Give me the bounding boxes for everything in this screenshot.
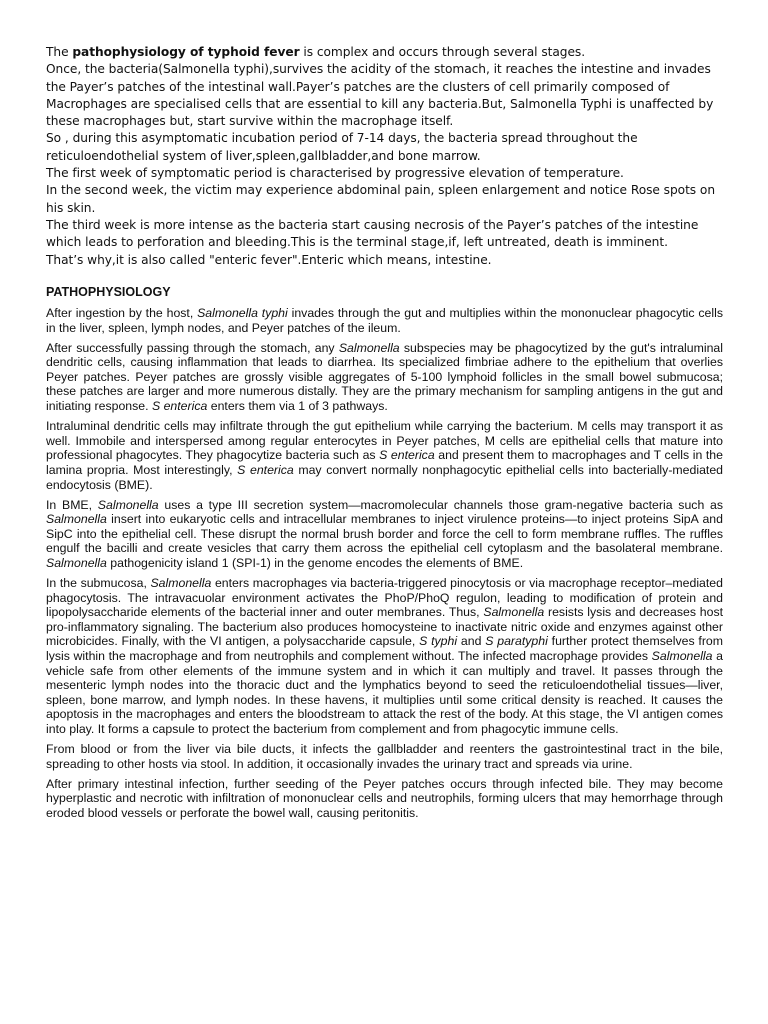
- body-text-run: After ingestion by the host,: [46, 306, 198, 320]
- body-text-run: pathogenicity island 1 (SPI-1) in the genome encodes the elements of BME.: [106, 556, 524, 570]
- italic-term: Salmonella: [150, 576, 212, 591]
- body-text-run: uses a type III secretion system—macromolecular channels those gram-negative bacteria such as: [158, 497, 724, 512]
- body-text-run: insert into eukaryotic cells and intracellular membranes to inject virulence proteins—to inject proteins SipA and SipC into the epithelial cell. These disrupt the normal brush border and force the cell to form membrane ruffles. The ruffles engulf the bacilli and create vesicles that carry them across the epithelial cell cytoplasm and the basolateral membrane.: [46, 512, 723, 556]
- italic-term: S enterica: [379, 448, 435, 463]
- intro-paragraph: The third week is more intense as the bacteria start causing necrosis of the Payer’s patches of the intestine which leads to perforation and bleeding.This is the terminal stage,if, left untreated, death is imminent.: [46, 217, 699, 250]
- intro-paragraph: The first week of symptomatic period is characterised by progressive elevation of temperature.: [46, 166, 624, 181]
- body-text-run: From blood or from the liver via bile ducts, it infects the gallbladder and reenters the gastrointestinal tract in the bile, spreading to other hosts via stool. In addition, it occasionally invades the urinary tract and spreads via urine.: [46, 742, 723, 771]
- body-text-run: enters macrophages via bacteria-triggered pinocytosis or via macrophage receptor–mediated phagocytosis. The intravacuolar environment activates the PhoP/PhoQ regulon, leading to modification of protein and lipopolysaccharide elements of the bacterial inner and outer membranes. Thus,: [46, 576, 723, 620]
- italic-term: Salmonella: [338, 340, 400, 355]
- body-text-run: further protect themselves from lysis within the macrophage and from neutrophils and complement without. The infected macrophage provides: [46, 634, 724, 664]
- body-text-run: After successfully passing through the stomach, any: [46, 340, 339, 355]
- intro-section: [46, 44, 726, 269]
- intro-paragraph: That’s why,it is also called "enteric fever".Enteric which means, intestine.: [46, 252, 492, 267]
- body-text-run: enters them via 1 of 3 pathways.: [207, 399, 388, 414]
- intro-paragraph: In the second week, the victim may experience abdominal pain, spleen enlargement and notice Rose spots on his skin.: [46, 183, 716, 215]
- italic-term: Salmonella typhi: [197, 306, 288, 320]
- italic-term: Salmonella: [483, 605, 545, 620]
- italic-term: S enterica: [151, 399, 208, 414]
- intro-paragraph: So , during this asymptomatic incubation period of 7-14 days, the bacteria spread throughout the reticuloendothelial system of liver,spleen,gallbladder,and bone marrow.: [46, 131, 638, 163]
- body-paragraph: [46, 306, 723, 335]
- italic-term: Salmonella: [97, 497, 159, 512]
- italic-term: Salmonella: [46, 512, 107, 527]
- body-text-run: and present them to macrophages and T cells in the lamina propria. Most interestingly,: [46, 448, 723, 477]
- body-text-run: In the submucosa,: [46, 576, 151, 591]
- intro-text: The: [46, 45, 73, 59]
- intro-paragraph: [46, 44, 726, 61]
- body-paragraph: [46, 576, 723, 737]
- intro-text: is complex and occurs through several stages.: [299, 45, 586, 59]
- section-heading: PATHOPHYSIOLOGY: [46, 285, 171, 299]
- body-text-run: In BME,: [46, 497, 98, 512]
- italic-term: Salmonella: [46, 556, 107, 570]
- body-paragraph: [46, 419, 723, 492]
- italic-term: Salmonella: [651, 649, 713, 664]
- intro-paragraph: Once, the bacteria(Salmonella typhi),survives the acidity of the stomach, it reaches the intestine and invades the Payer’s patches of the intestinal wall.Payer’s patches are the clusters of cell primarily composed of Macrophages are specialised cells that are essential to kill any bacteria.But, Salmonella Typhi is unaffected by these macrophages but, start survive within the macrophage itself.: [46, 62, 714, 129]
- body-paragraph: [46, 742, 723, 771]
- body-text-run: may convert normally nonphagocytic epithelial cells into bacterially-mediated endocytosis (BME).: [46, 462, 723, 492]
- body-text-run: a vehicle safe from other elements of the immune system and in which it can multiply and travel. It passes through the mesenteric lymph nodes into the thoracic duct and the lymphatics beyond to seed the reticuloendothelial tissues—liver, spleen, bone marrow, and lymph nodes. In these havens, it multiplies until some critical density is reached. It causes the apoptosis in the macrophages and enters the bloodstream to attack the rest of the body. At this stage, the VI antigen comes into play. It forms a capsule to protect the bacterium from complement and from phagocytic immune cells.: [46, 649, 723, 737]
- body-text-run: After primary intestinal infection, further seeding of the Peyer patches occurs through infected bile. They may become hyperplastic and necrotic with infiltration of mononuclear cells and neutrophils, forming ulcers that may hemorrhage through eroded blood vessels or perforate the bowel wall, causing peritonitis.: [46, 776, 723, 820]
- intro-bold-term: pathophysiology of typhoid fever: [72, 45, 300, 59]
- body-paragraph: [46, 777, 723, 821]
- body-text-run: resists lysis and decreases host pro-inflammatory signaling. The bacterium also produces homocysteine to inactivate nitric oxide and enzymes against other microbicides. Finally, with the VI antigen, a polysaccharide capsule,: [46, 605, 724, 649]
- body-text-run: Intraluminal dendritic cells may infiltrate through the gut epithelium while carrying the bacterium. M cells may transport it as well. Immobile and interspersed among regular enterocytes in Peyer patches, M cells are epithelial cells that mature into professional phagocytes. They phagocytize bacteria such as: [46, 419, 723, 463]
- body-paragraph: [46, 498, 723, 571]
- italic-term: S typhi: [419, 634, 458, 649]
- body-text-run: invades through the gut and multiplies within the mononuclear phagocytic cells in the liver, spleen, lymph nodes, and Peyer patches of the ileum.: [46, 306, 723, 335]
- section-body: [46, 306, 723, 826]
- body-text-run: and: [457, 634, 486, 649]
- body-paragraph: [46, 341, 723, 414]
- italic-term: S enterica: [237, 462, 294, 477]
- italic-term: S paratyphi: [485, 634, 548, 649]
- body-text-run: subspecies may be phagocytized by the gut's intraluminal dendritic cells, causing inflammation that leads to diarrhea. Its specialized fimbriae adhere to the epithelium that overlies Peyer patches. Peyer patches are grossly visible aggregates of 5-100 lymphoid follicles in the small bowel submucosa; these patches are larger and more numerous distally. They are the primary mechanism for sampling antigens in the gut and initiating response.: [46, 340, 723, 414]
